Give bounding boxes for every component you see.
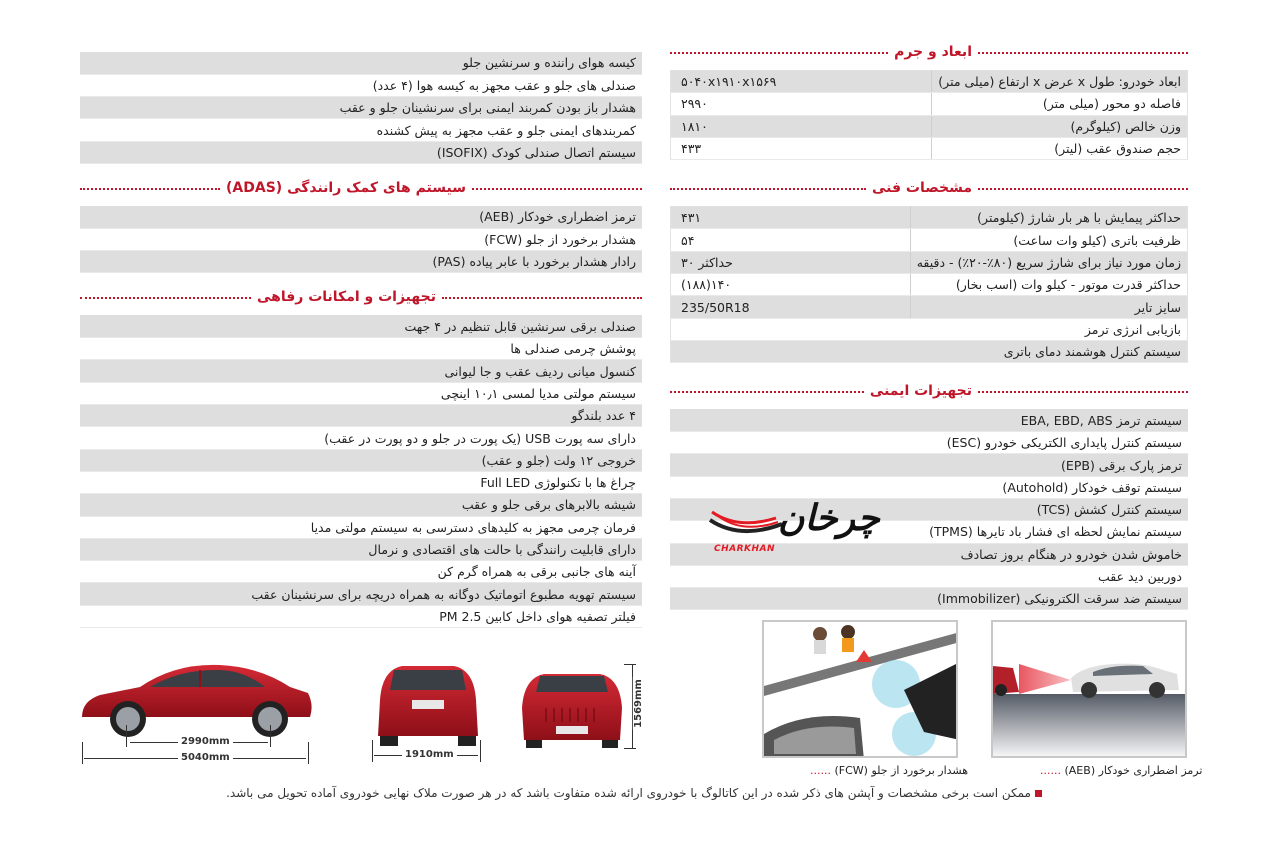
comfort-table: [80, 315, 642, 628]
row-label: سایز تایر: [910, 296, 1187, 318]
fcw-caption-text: هشدار برخورد از جلو (FCW): [834, 764, 969, 777]
row-label: خروجی ۱۲ ولت (جلو و عقب): [80, 449, 642, 471]
red-square-bullet-icon: [1035, 790, 1042, 797]
row-label: هشدار باز بودن کمربند ایمنی برای سرنشینان جلو و عقب: [80, 97, 642, 119]
table-row: [80, 516, 642, 538]
table-row: [80, 605, 642, 627]
adas-table: [80, 206, 642, 273]
table-row: [80, 405, 642, 427]
table-row: [671, 93, 1188, 115]
table-row: [80, 382, 642, 404]
aeb-illustration-image: [991, 620, 1187, 758]
row-label: کمربندهای ایمنی جلو و عقب مجهز به پیش کشنده: [80, 119, 642, 141]
caption-dots: ......: [1040, 764, 1061, 777]
section-header-safety: [670, 379, 1188, 403]
car-front-view-image: [516, 664, 628, 754]
row-label: هشدار برخورد از جلو (FCW): [80, 228, 642, 250]
car-rear-view-image: [372, 660, 484, 750]
table-row: [80, 427, 642, 449]
table-row: [80, 119, 642, 141]
technical-table: [670, 206, 1188, 363]
section-header-comfort: [80, 285, 642, 309]
table-row: [671, 251, 1188, 273]
table-row: [80, 583, 642, 605]
row-label: صندلی های جلو و عقب مجهز به کیسه هوا (۴ عدد): [80, 74, 642, 96]
table-row: [671, 274, 1188, 296]
row-label: ترمز پارک برقی (EPB): [670, 454, 1188, 476]
dotted-rule: [978, 188, 1188, 190]
row-label: دوربین دید عقب: [670, 565, 1188, 587]
row-label: پوشش چرمی صندلی ها: [80, 338, 642, 360]
table-row: [80, 494, 642, 516]
row-label: خاموش شدن خودرو در هنگام بروز تصادف: [670, 543, 1188, 565]
section-title: ابعاد و جرم: [894, 44, 972, 60]
row-label: ابعاد خودرو: طول x عرض x ارتفاع (میلی متر): [932, 71, 1188, 93]
car-dimension-diagrams: [80, 650, 650, 770]
width-label: 1910mm: [402, 749, 457, 760]
table-row: [80, 52, 642, 74]
row-label: سیستم کنترل هوشمند دمای باتری: [671, 340, 1188, 362]
row-value: ۵۰۴۰x۱۹۱۰x۱۵۶۹: [671, 71, 932, 93]
table-row: [80, 97, 642, 119]
row-value: (۱۸۸)۱۴۰: [671, 274, 911, 296]
table-row: [80, 449, 642, 471]
row-label: سیستم نمایش لحظه ای فشار باد تایرها (TPMS): [670, 521, 1188, 543]
row-label: ۴ عدد بلندگو: [80, 405, 642, 427]
table-row: [670, 454, 1188, 476]
row-value: ۱۸۱۰: [671, 115, 932, 137]
table-row: [670, 432, 1188, 454]
row-label: صندلی برقی سرنشین قابل تنظیم در ۴ جهت: [80, 315, 642, 337]
dotted-rule: [442, 297, 642, 299]
row-label: سیستم تهویه مطبوع اتوماتیک دوگانه به همراه دریچه برای سرنشینان عقب: [80, 583, 642, 605]
row-label: حداکثر قدرت موتور - کیلو وات (اسب بخار): [910, 274, 1187, 296]
aeb-caption: [1040, 764, 1202, 777]
dotted-rule: [80, 188, 220, 190]
row-label: چراغ ها با تکنولوژی Full LED: [80, 471, 642, 493]
row-label: سیستم کنترل کشش (TCS): [670, 498, 1188, 520]
table-row: [670, 565, 1188, 587]
row-label: سیستم اتصال صندلی کودک (ISOFIX): [80, 141, 642, 163]
table-row: [671, 115, 1188, 137]
table-row: [671, 340, 1188, 362]
dimensions-table: [670, 70, 1188, 160]
row-label: فیلتر تصفیه هوای داخل کابین PM 2.5: [80, 605, 642, 627]
aeb-caption-text: ترمز اضطراری خودکار (AEB): [1064, 764, 1203, 777]
dotted-rule: [978, 391, 1188, 393]
table-row: [671, 137, 1188, 159]
table-row: [80, 315, 642, 337]
row-value: حداکثر ۳۰: [671, 251, 911, 273]
row-label: بازیابی انرژی ترمز: [671, 318, 1188, 340]
table-row: [670, 588, 1188, 610]
table-row: [80, 561, 642, 583]
row-label: وزن خالص (کیلوگرم): [932, 115, 1188, 137]
row-label: آینه های جانبی برقی به همراه گرم کن: [80, 561, 642, 583]
table-row: [80, 471, 642, 493]
row-label: رادار هشدار برخورد با عابر پیاده (PAS): [80, 251, 642, 273]
row-label: ظرفیت باتری (کیلو وات ساعت): [910, 229, 1187, 251]
dotted-rule: [978, 52, 1188, 54]
table-row: [671, 71, 1188, 93]
row-label: دارای قابلیت رانندگی با حالت های اقتصادی و نرمال: [80, 538, 642, 560]
length-label: 5040mm: [178, 752, 233, 763]
row-value: ۴۳۳: [671, 137, 932, 159]
table-row: [80, 74, 642, 96]
caption-dots: ......: [810, 764, 831, 777]
row-label: حداکثر پیمایش با هر بار شارژ (کیلومتر): [910, 207, 1187, 229]
dotted-rule: [670, 188, 866, 190]
table-row: [80, 538, 642, 560]
fcw-illustration-image: [762, 620, 958, 758]
section-header-technical: [670, 176, 1188, 200]
row-label: سیستم مولتی مدیا لمسی ۱۰٫۱ اینچی: [80, 382, 642, 404]
dotted-rule: [670, 52, 888, 54]
row-label: شیشه بالابرهای برقی جلو و عقب: [80, 494, 642, 516]
row-label: دارای سه پورت USB (یک پورت در جلو و دو پورت در عقب): [80, 427, 642, 449]
row-label: کیسه هوای راننده و سرنشین جلو: [80, 52, 642, 74]
row-label: سیستم ضد سرقت الکترونیکی (Immobilizer): [670, 588, 1188, 610]
table-row: [80, 338, 642, 360]
row-label: فاصله دو محور (میلی متر): [932, 93, 1188, 115]
table-row: [80, 360, 642, 382]
table-row: [80, 141, 642, 163]
airbags-table: [80, 52, 642, 164]
section-header-dimensions: [670, 40, 1188, 64]
logo-latin-text: CHARKHAN: [714, 544, 776, 554]
fcw-caption: [810, 764, 968, 777]
table-row: [80, 251, 642, 273]
table-row: [671, 207, 1188, 229]
table-row: [671, 318, 1188, 340]
section-title: مشخصات فنی: [871, 180, 972, 197]
disclaimer-footnote: [226, 786, 1042, 800]
table-row: [670, 409, 1188, 431]
table-row: [80, 228, 642, 250]
row-value: 235/50R18: [671, 296, 911, 318]
row-label: سیستم توقف خودکار (Autohold): [670, 476, 1188, 498]
row-label: سیستم ترمز EBA, EBD, ABS: [670, 409, 1188, 431]
table-row: [80, 206, 642, 228]
section-title: تجهیزات و امکانات رفاهی: [256, 289, 436, 306]
row-label: سیستم کنترل پایداری الکتریکی خودرو (ESC): [670, 432, 1188, 454]
row-value: ۵۴: [671, 229, 911, 251]
left-column: [80, 52, 642, 628]
section-title: تجهیزات ایمنی: [869, 383, 972, 400]
section-title: سیستم های کمک رانندگی (ADAS): [226, 179, 466, 196]
row-value: ۴۳۱: [671, 207, 911, 229]
footnote-text: ممکن است برخی مشخصات و آپشن های ذکر شده در این کاتالوگ با خودروی ارائه شده متفاوت باشد که در هر صورت ملاک نهایی خودروی آماده تحویل می باشد.: [226, 786, 1031, 800]
row-label: زمان مورد نیاز برای شارژ سریع (۸۰٪-۲۰٪) - دقیقه: [910, 251, 1187, 273]
row-label: ترمز اضطراری خودکار (AEB): [80, 206, 642, 228]
table-row: [671, 296, 1188, 318]
row-label: فرمان چرمی مجهز به کلیدهای دسترسی به سیستم مولتی مدیا: [80, 516, 642, 538]
height-label: 1569mm: [632, 679, 644, 728]
row-value: ۲۹۹۰: [671, 93, 932, 115]
charkhan-logo: [708, 496, 880, 558]
row-label: حجم صندوق عقب (لیتر): [932, 137, 1188, 159]
logo-persian-text: چرخان: [778, 498, 880, 539]
row-label: کنسول میانی ردیف عقب و جا لیوانی: [80, 360, 642, 382]
section-header-adas: [80, 176, 642, 200]
table-row: [671, 229, 1188, 251]
dotted-rule: [80, 297, 251, 299]
wheelbase-label: 2990mm: [178, 736, 233, 747]
car-side-view-image: [80, 655, 320, 740]
dotted-rule: [472, 188, 642, 190]
dotted-rule: [670, 391, 864, 393]
